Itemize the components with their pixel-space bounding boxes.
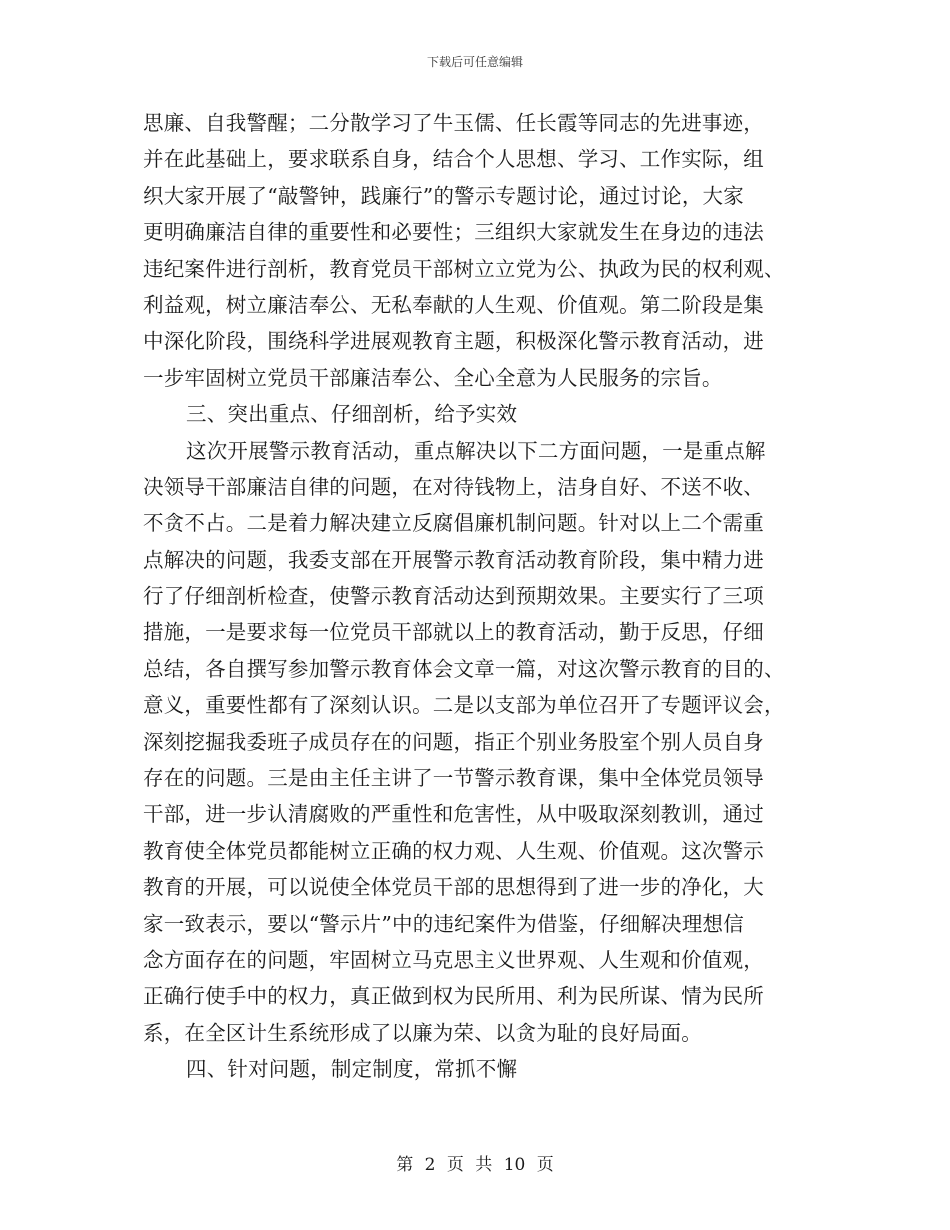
text-line: 念方面存在的问题，牢固树立马克思主义世界观、人生观和价值观， [143,947,764,972]
section-heading: 三、突出重点、仔细剖析，给予实效 [186,402,518,427]
text-line: 总结，各自撰写参加警示教育体会文章一篇，对这次警示教育的目的、 [143,656,785,681]
text-line: 家一致表示，要以“警示片”中的违纪案件为借鉴，仔细解决理想信 [143,911,744,936]
text-line: 不贪不占。二是着力解决建立反腐倡廉机制问题。针对以上二个需重 [143,511,764,536]
text-line: 一步牢固树立党员干部廉洁奉公、全心全意为人民服务的宗旨。 [143,365,723,390]
text-line: 这次开展警示教育活动，重点解决以下二方面问题，一是重点解 [186,438,766,463]
text-line: 违纪案件进行剖析，教育党员干部树立立党为公、执政为民的权利观、 [143,256,785,281]
text-line: 措施，一是要求每一位党员干部就以上的教育活动，勤于反思，仔细 [143,620,764,645]
text-line: 点解决的问题，我委支部在开展警示教育活动教育阶段，集中精力进 [143,547,764,572]
text-line: 利益观，树立廉洁奉公、无私奉献的人生观、价值观。第二阶段是集 [143,292,764,317]
text-line: 干部，进一步认清腐败的严重性和危害性，从中吸取深刻教训，通过 [143,802,764,827]
text-line: 教育的开展，可以说使全体党员干部的思想得到了进一步的净化，大 [143,875,764,900]
section-heading: 四、针对问题，制定制度，常抓不懈 [186,1057,518,1082]
text-line: 思廉、自我警醒；二分散学习了牛玉儒、任长霞等同志的先进事迹， [143,111,764,135]
text-line: 意义，重要性都有了深刻认识。二是以支部为单位召开了专题评议会， [143,693,785,718]
text-line: 并在此基础上，要求联系自身，结合个人思想、学习、工作实际，组 [143,147,764,172]
text-line: 中深化阶段，围绕科学进展观教育主题，积极深化警示教育活动，进 [143,329,764,354]
page-number: 第 2 页 共 10 页 [396,1155,554,1175]
document-body [143,105,803,1088]
text-line: 行了仔细剖析检查，使警示教育活动达到预期效果。主要实行了三项 [143,584,764,609]
page-header-note: 下载后可任意编辑 [426,55,523,69]
text-line: 织大家开展了“敲警钟，践廉行”的警示专题讨论，通过讨论，大家 [143,183,744,208]
text-line: 系，在全区计生系统形成了以廉为荣、以贪为耻的良好局面。 [143,1020,702,1045]
text-line: 更明确廉洁自律的重要性和必要性；三组织大家就发生在身边的违法 [143,220,764,245]
text-line: 教育使全体党员都能树立正确的权力观、人生观、价值观。这次警示 [143,838,764,863]
text-line: 正确行使手中的权力，真正做到权为民所用、利为民所谋、情为民所 [143,984,764,1009]
text-line: 存在的问题。三是由主任主讲了一节警示教育课，集中全体党员领导 [143,766,764,791]
text-line: 深刻挖掘我委班子成员存在的问题，指正个别业务股室个别人员自身 [143,729,764,754]
text-line: 决领导干部廉洁自律的问题，在对待钱物上，洁身自好、不送不收、 [143,474,764,499]
